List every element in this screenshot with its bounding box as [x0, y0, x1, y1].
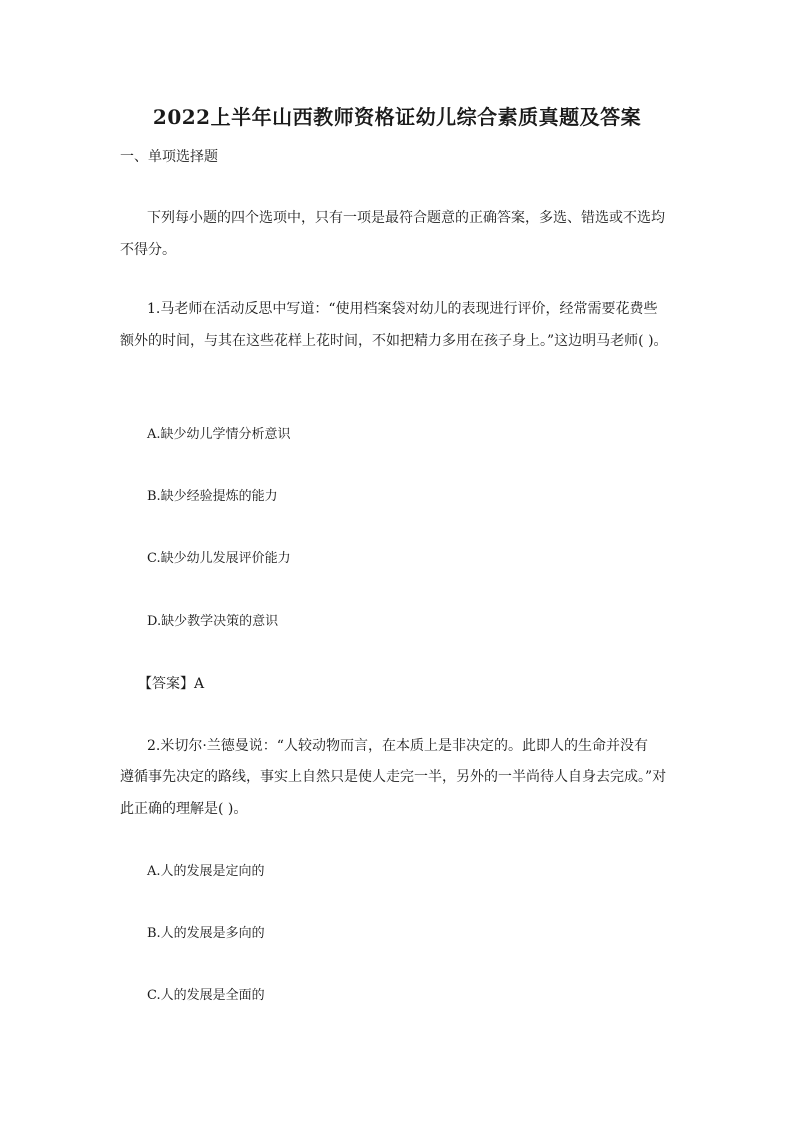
instructions-line-1: 下列每小题的四个选项中，只有一项是最符合题意的正确答案，多选、错选或不选均	[147, 210, 665, 226]
question-1-option-a: A.缺少幼儿学情分析意识	[147, 427, 291, 442]
document-title: 2022上半年山西教师资格证幼儿综合素质真题及答案	[152, 105, 642, 129]
question-2-stem-line-3: 此正确的理解是( )。	[120, 801, 248, 817]
question-2-option-b: B.人的发展是多向的	[147, 926, 265, 941]
question-1-option-c: C.缺少幼儿发展评价能力	[147, 551, 291, 566]
question-1-option-b: B.缺少经验提炼的能力	[147, 489, 278, 504]
question-2-stem-line-2: 遵循事先决定的路线，事实上自然只是使人走完一半，另外的一半尚待人自身去完成。”对	[120, 769, 667, 785]
instructions-line-2: 不得分。	[120, 242, 176, 258]
question-1-stem-line-2: 额外的时间，与其在这些花样上花时间，不如把精力多用在孩子身上。”这边明马老师( )。	[120, 333, 668, 349]
question-1-answer: 【答案】A	[138, 676, 205, 692]
question-1-option-d: D.缺少教学决策的意识	[147, 614, 279, 629]
question-2-option-a: A.人的发展是定向的	[147, 864, 265, 879]
question-1-stem-line-1: 1.马老师在活动反思中写道：“使用档案袋对幼儿的表现进行评价，经常需要花费些	[147, 301, 658, 317]
question-2-option-c: C.人的发展是全面的	[147, 988, 265, 1003]
question-2-stem-line-1: 2.米切尔·兰德曼说：“人较动物而言，在本质上是非决定的。此即人的生命并没有	[147, 738, 648, 754]
section-heading: 一、单项选择题	[120, 149, 218, 165]
